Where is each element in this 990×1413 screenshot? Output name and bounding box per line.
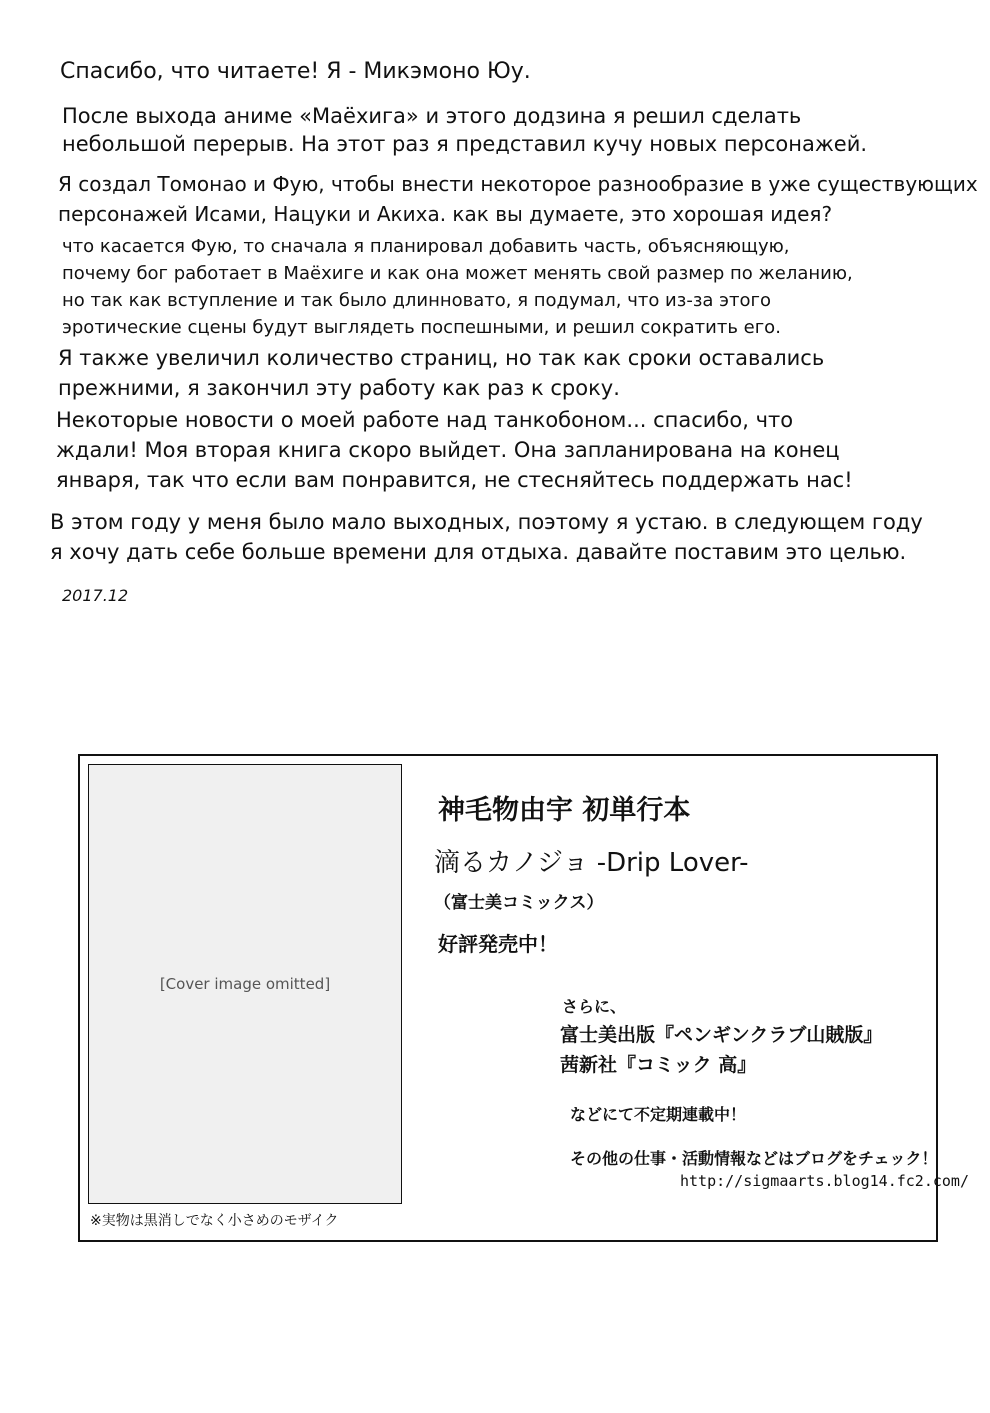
on-sale-label: 好評発売中！ [438, 932, 558, 956]
magazine-2: 茜新社『コミック 高』 [560, 1054, 757, 1076]
cover-placeholder-label: [Cover image omitted] [159, 975, 331, 993]
paragraph-5-line-1: Некоторые новости о моей работе над танкобоном... спасибо, что [56, 408, 794, 432]
paragraph-2-line-1: Я создал Томонао и Фую, чтобы внести некоторое разнообразие в уже существующих [58, 172, 978, 196]
paragraph-3-line-3: но так как вступление и так было длинновато, я подумал, что из-за этого [62, 290, 771, 311]
paragraph-5-line-2: ждали! Моя вторая книга скоро выйдет. Она запланирована на конец [56, 438, 840, 462]
book-title: 滴るカノジョ -Drip Lover- [434, 848, 749, 878]
paragraph-1-line-2: небольшой перерыв. На этот раз я представил кучу новых персонажей. [62, 132, 868, 156]
paragraph-4-line-1: Я также увеличил количество страниц, но так как сроки оставались [58, 346, 825, 370]
paragraph-6-line-1: В этом году у меня было мало выходных, поэтому я устаю. в следующем году [50, 510, 923, 534]
also-label: さらに、 [562, 997, 627, 1016]
blog-url[interactable]: http://sigmaarts.blog14.fc2.com/ [680, 1172, 969, 1190]
paragraph-2-line-2: персонажей Исами, Нацуки и Акиха. как вы думаете, это хорошая идея? [58, 202, 833, 226]
paragraph-1-line-1: После выхода аниме «Маёхига» и этого додзина я решил сделать [62, 104, 802, 128]
paragraph-3-line-4: эротические сцены будут выглядеть поспешными, и решил сократить его. [62, 317, 781, 338]
date: 2017.12 [62, 586, 129, 605]
blog-note: その他の仕事・活動情報などはブログをチェック！ [570, 1149, 938, 1168]
paragraph-5-line-3: января, так что если вам понравится, не стесняйтесь поддержать нас! [56, 468, 853, 492]
serialization-note: などにて不定期連載中！ [570, 1105, 747, 1124]
paragraph-4-line-2: прежними, я закончил эту работу как раз к сроку. [58, 376, 620, 400]
paragraph-3-line-1: что касается Фую, то сначала я планировал добавить часть, объясняющую, [62, 236, 790, 257]
paragraph-6-line-2: я хочу дать себе больше времени для отдыха. давайте поставим это целью. [50, 540, 907, 564]
magazine-1: 富士美出版『ペンギンクラブ山賊版』 [560, 1024, 883, 1046]
paragraph-3-line-2: почему бог работает в Маёхиге и как она может менять свой размер по желанию, [62, 263, 853, 284]
author-heading: 神毛物由宇 初単行本 [438, 795, 691, 826]
cover-caption: ※実物は黒消しでなく小さめのモザイク [90, 1213, 339, 1229]
publisher-label: （富士美コミックス） [434, 893, 604, 913]
greeting: Спасибо, что читаете! Я - Микэмоно Юу. [60, 59, 531, 84]
book-advertisement [78, 754, 969, 1242]
cover-placeholder [88, 764, 402, 1204]
